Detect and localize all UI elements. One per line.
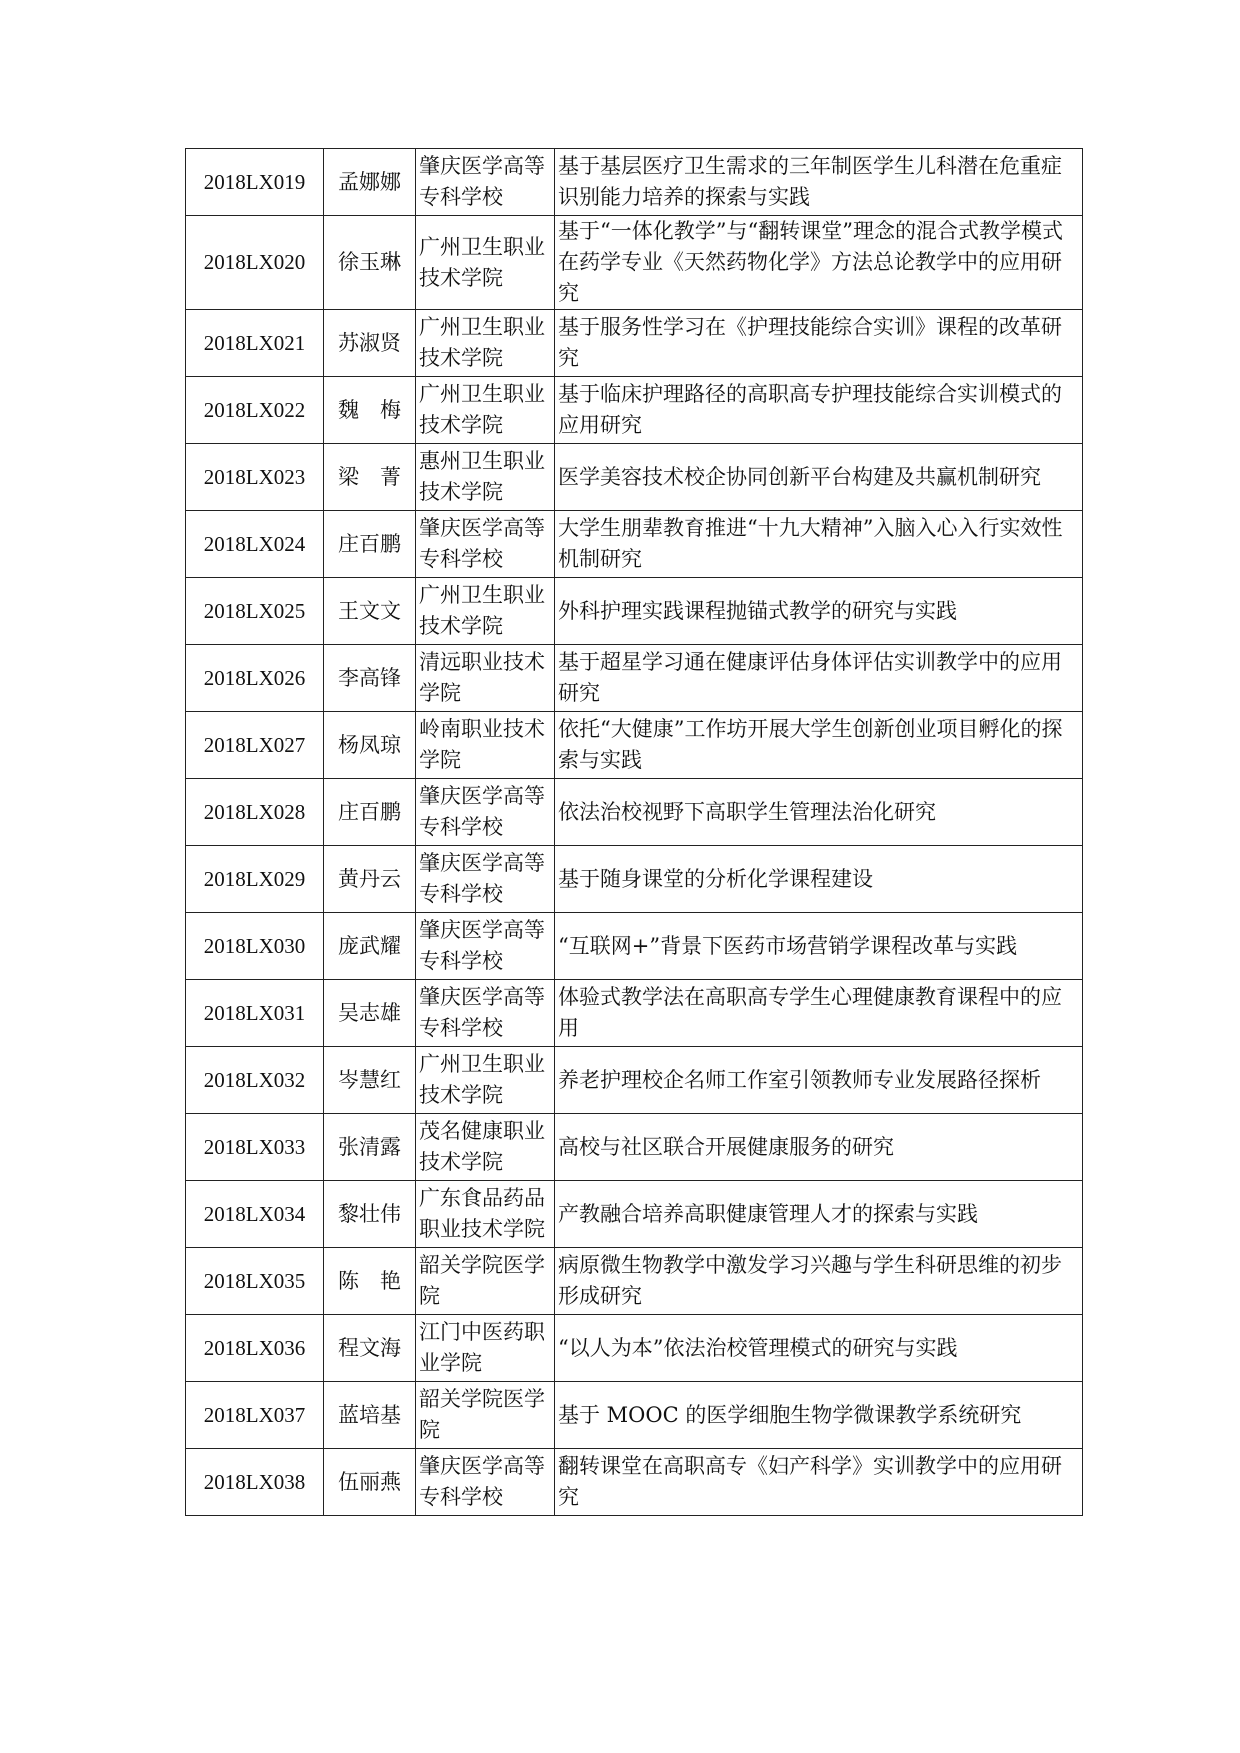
school-cell: 肇庆医学高等专科学校 xyxy=(416,511,555,578)
project-id-cell: 2018LX028 xyxy=(186,779,324,846)
school-cell: 广州卫生职业技术学院 xyxy=(416,377,555,444)
table-row xyxy=(186,444,1083,511)
table-row xyxy=(186,913,1083,980)
table-row xyxy=(186,1449,1083,1516)
project-leader-cell: 岑慧红 xyxy=(324,1047,416,1114)
project-leader-cell: 黄丹云 xyxy=(324,846,416,913)
table-row xyxy=(186,511,1083,578)
table-row xyxy=(186,377,1083,444)
project-title-cell: 基于 MOOC 的医学细胞生物学微课教学系统研究 xyxy=(555,1382,1083,1449)
project-title-cell: 体验式教学法在高职高专学生心理健康教育课程中的应用 xyxy=(555,980,1083,1047)
school-cell: 肇庆医学高等专科学校 xyxy=(416,913,555,980)
project-title-cell: 医学美容技术校企协同创新平台构建及共赢机制研究 xyxy=(555,444,1083,511)
table-row xyxy=(186,846,1083,913)
project-leader-cell: 徐玉琳 xyxy=(324,216,416,310)
school-cell: 广州卫生职业技术学院 xyxy=(416,216,555,310)
project-leader-cell: 王文文 xyxy=(324,578,416,645)
project-title-cell: 依法治校视野下高职学生管理法治化研究 xyxy=(555,779,1083,846)
table-row xyxy=(186,1248,1083,1315)
project-id-cell: 2018LX019 xyxy=(186,149,324,216)
project-leader-cell: 庞武耀 xyxy=(324,913,416,980)
project-title-cell: 高校与社区联合开展健康服务的研究 xyxy=(555,1114,1083,1181)
project-id-cell: 2018LX034 xyxy=(186,1181,324,1248)
school-cell: 广州卫生职业技术学院 xyxy=(416,578,555,645)
project-id-cell: 2018LX035 xyxy=(186,1248,324,1315)
project-id-cell: 2018LX021 xyxy=(186,310,324,377)
project-id-cell: 2018LX031 xyxy=(186,980,324,1047)
project-title-cell: 病原微生物教学中激发学习兴趣与学生科研思维的初步形成研究 xyxy=(555,1248,1083,1315)
school-cell: 肇庆医学高等专科学校 xyxy=(416,980,555,1047)
table-row xyxy=(186,1382,1083,1449)
project-table xyxy=(185,148,1083,1516)
project-leader-cell: 庄百鹏 xyxy=(324,511,416,578)
table-row xyxy=(186,779,1083,846)
table-row xyxy=(186,310,1083,377)
project-leader-cell: 陈 艳 xyxy=(324,1248,416,1315)
school-cell: 肇庆医学高等专科学校 xyxy=(416,846,555,913)
project-id-cell: 2018LX022 xyxy=(186,377,324,444)
project-title-cell: 基于基层医疗卫生需求的三年制医学生儿科潜在危重症识别能力培养的探索与实践 xyxy=(555,149,1083,216)
school-cell: 惠州卫生职业技术学院 xyxy=(416,444,555,511)
project-id-cell: 2018LX032 xyxy=(186,1047,324,1114)
project-title-cell: 基于超星学习通在健康评估身体评估实训教学中的应用研究 xyxy=(555,645,1083,712)
project-leader-cell: 杨凤琼 xyxy=(324,712,416,779)
project-leader-cell: 程文海 xyxy=(324,1315,416,1382)
project-leader-cell: 黎壮伟 xyxy=(324,1181,416,1248)
school-cell: 茂名健康职业技术学院 xyxy=(416,1114,555,1181)
school-cell: 韶关学院医学院 xyxy=(416,1248,555,1315)
project-leader-cell: 孟娜娜 xyxy=(324,149,416,216)
project-id-cell: 2018LX037 xyxy=(186,1382,324,1449)
project-id-cell: 2018LX036 xyxy=(186,1315,324,1382)
project-title-cell: 基于服务性学习在《护理技能综合实训》课程的改革研究 xyxy=(555,310,1083,377)
table-row xyxy=(186,1114,1083,1181)
project-leader-cell: 李高锋 xyxy=(324,645,416,712)
project-leader-cell: 张清露 xyxy=(324,1114,416,1181)
table-row xyxy=(186,1315,1083,1382)
project-id-cell: 2018LX024 xyxy=(186,511,324,578)
school-cell: 肇庆医学高等专科学校 xyxy=(416,149,555,216)
table-row xyxy=(186,1047,1083,1114)
school-cell: 广州卫生职业技术学院 xyxy=(416,310,555,377)
project-leader-cell: 庄百鹏 xyxy=(324,779,416,846)
project-id-cell: 2018LX023 xyxy=(186,444,324,511)
school-cell: 江门中医药职业学院 xyxy=(416,1315,555,1382)
project-table-body xyxy=(186,149,1083,1516)
school-cell: 广东食品药品职业技术学院 xyxy=(416,1181,555,1248)
table-row xyxy=(186,645,1083,712)
project-title-cell: 大学生朋辈教育推进“十九大精神”入脑入心入行实效性机制研究 xyxy=(555,511,1083,578)
project-leader-cell: 魏 梅 xyxy=(324,377,416,444)
project-title-cell: “互联网+”背景下医药市场营销学课程改革与实践 xyxy=(555,913,1083,980)
project-title-cell: 养老护理校企名师工作室引领教师专业发展路径探析 xyxy=(555,1047,1083,1114)
table-row xyxy=(186,149,1083,216)
table-row xyxy=(186,712,1083,779)
table-row xyxy=(186,980,1083,1047)
project-id-cell: 2018LX026 xyxy=(186,645,324,712)
project-title-cell: 外科护理实践课程抛锚式教学的研究与实践 xyxy=(555,578,1083,645)
project-id-cell: 2018LX038 xyxy=(186,1449,324,1516)
school-cell: 广州卫生职业技术学院 xyxy=(416,1047,555,1114)
project-leader-cell: 伍丽燕 xyxy=(324,1449,416,1516)
school-cell: 清远职业技术学院 xyxy=(416,645,555,712)
project-title-cell: 基于随身课堂的分析化学课程建设 xyxy=(555,846,1083,913)
project-title-cell: 依托“大健康”工作坊开展大学生创新创业项目孵化的探索与实践 xyxy=(555,712,1083,779)
project-title-cell: “以人为本”依法治校管理模式的研究与实践 xyxy=(555,1315,1083,1382)
school-cell: 肇庆医学高等专科学校 xyxy=(416,779,555,846)
project-title-cell: 基于“一体化教学”与“翻转课堂”理念的混合式教学模式在药学专业《天然药物化学》方法总论教学中的应用研究 xyxy=(555,216,1083,310)
table-row xyxy=(186,578,1083,645)
project-id-cell: 2018LX020 xyxy=(186,216,324,310)
project-id-cell: 2018LX030 xyxy=(186,913,324,980)
project-id-cell: 2018LX029 xyxy=(186,846,324,913)
project-leader-cell: 蓝培基 xyxy=(324,1382,416,1449)
project-title-cell: 基于临床护理路径的高职高专护理技能综合实训模式的应用研究 xyxy=(555,377,1083,444)
project-leader-cell: 吴志雄 xyxy=(324,980,416,1047)
table-row xyxy=(186,216,1083,310)
school-cell: 岭南职业技术学院 xyxy=(416,712,555,779)
project-title-cell: 翻转课堂在高职高专《妇产科学》实训教学中的应用研究 xyxy=(555,1449,1083,1516)
project-leader-cell: 梁 菁 xyxy=(324,444,416,511)
school-cell: 韶关学院医学院 xyxy=(416,1382,555,1449)
school-cell: 肇庆医学高等专科学校 xyxy=(416,1449,555,1516)
project-leader-cell: 苏淑贤 xyxy=(324,310,416,377)
project-id-cell: 2018LX025 xyxy=(186,578,324,645)
project-id-cell: 2018LX033 xyxy=(186,1114,324,1181)
project-title-cell: 产教融合培养高职健康管理人才的探索与实践 xyxy=(555,1181,1083,1248)
project-id-cell: 2018LX027 xyxy=(186,712,324,779)
table-row xyxy=(186,1181,1083,1248)
